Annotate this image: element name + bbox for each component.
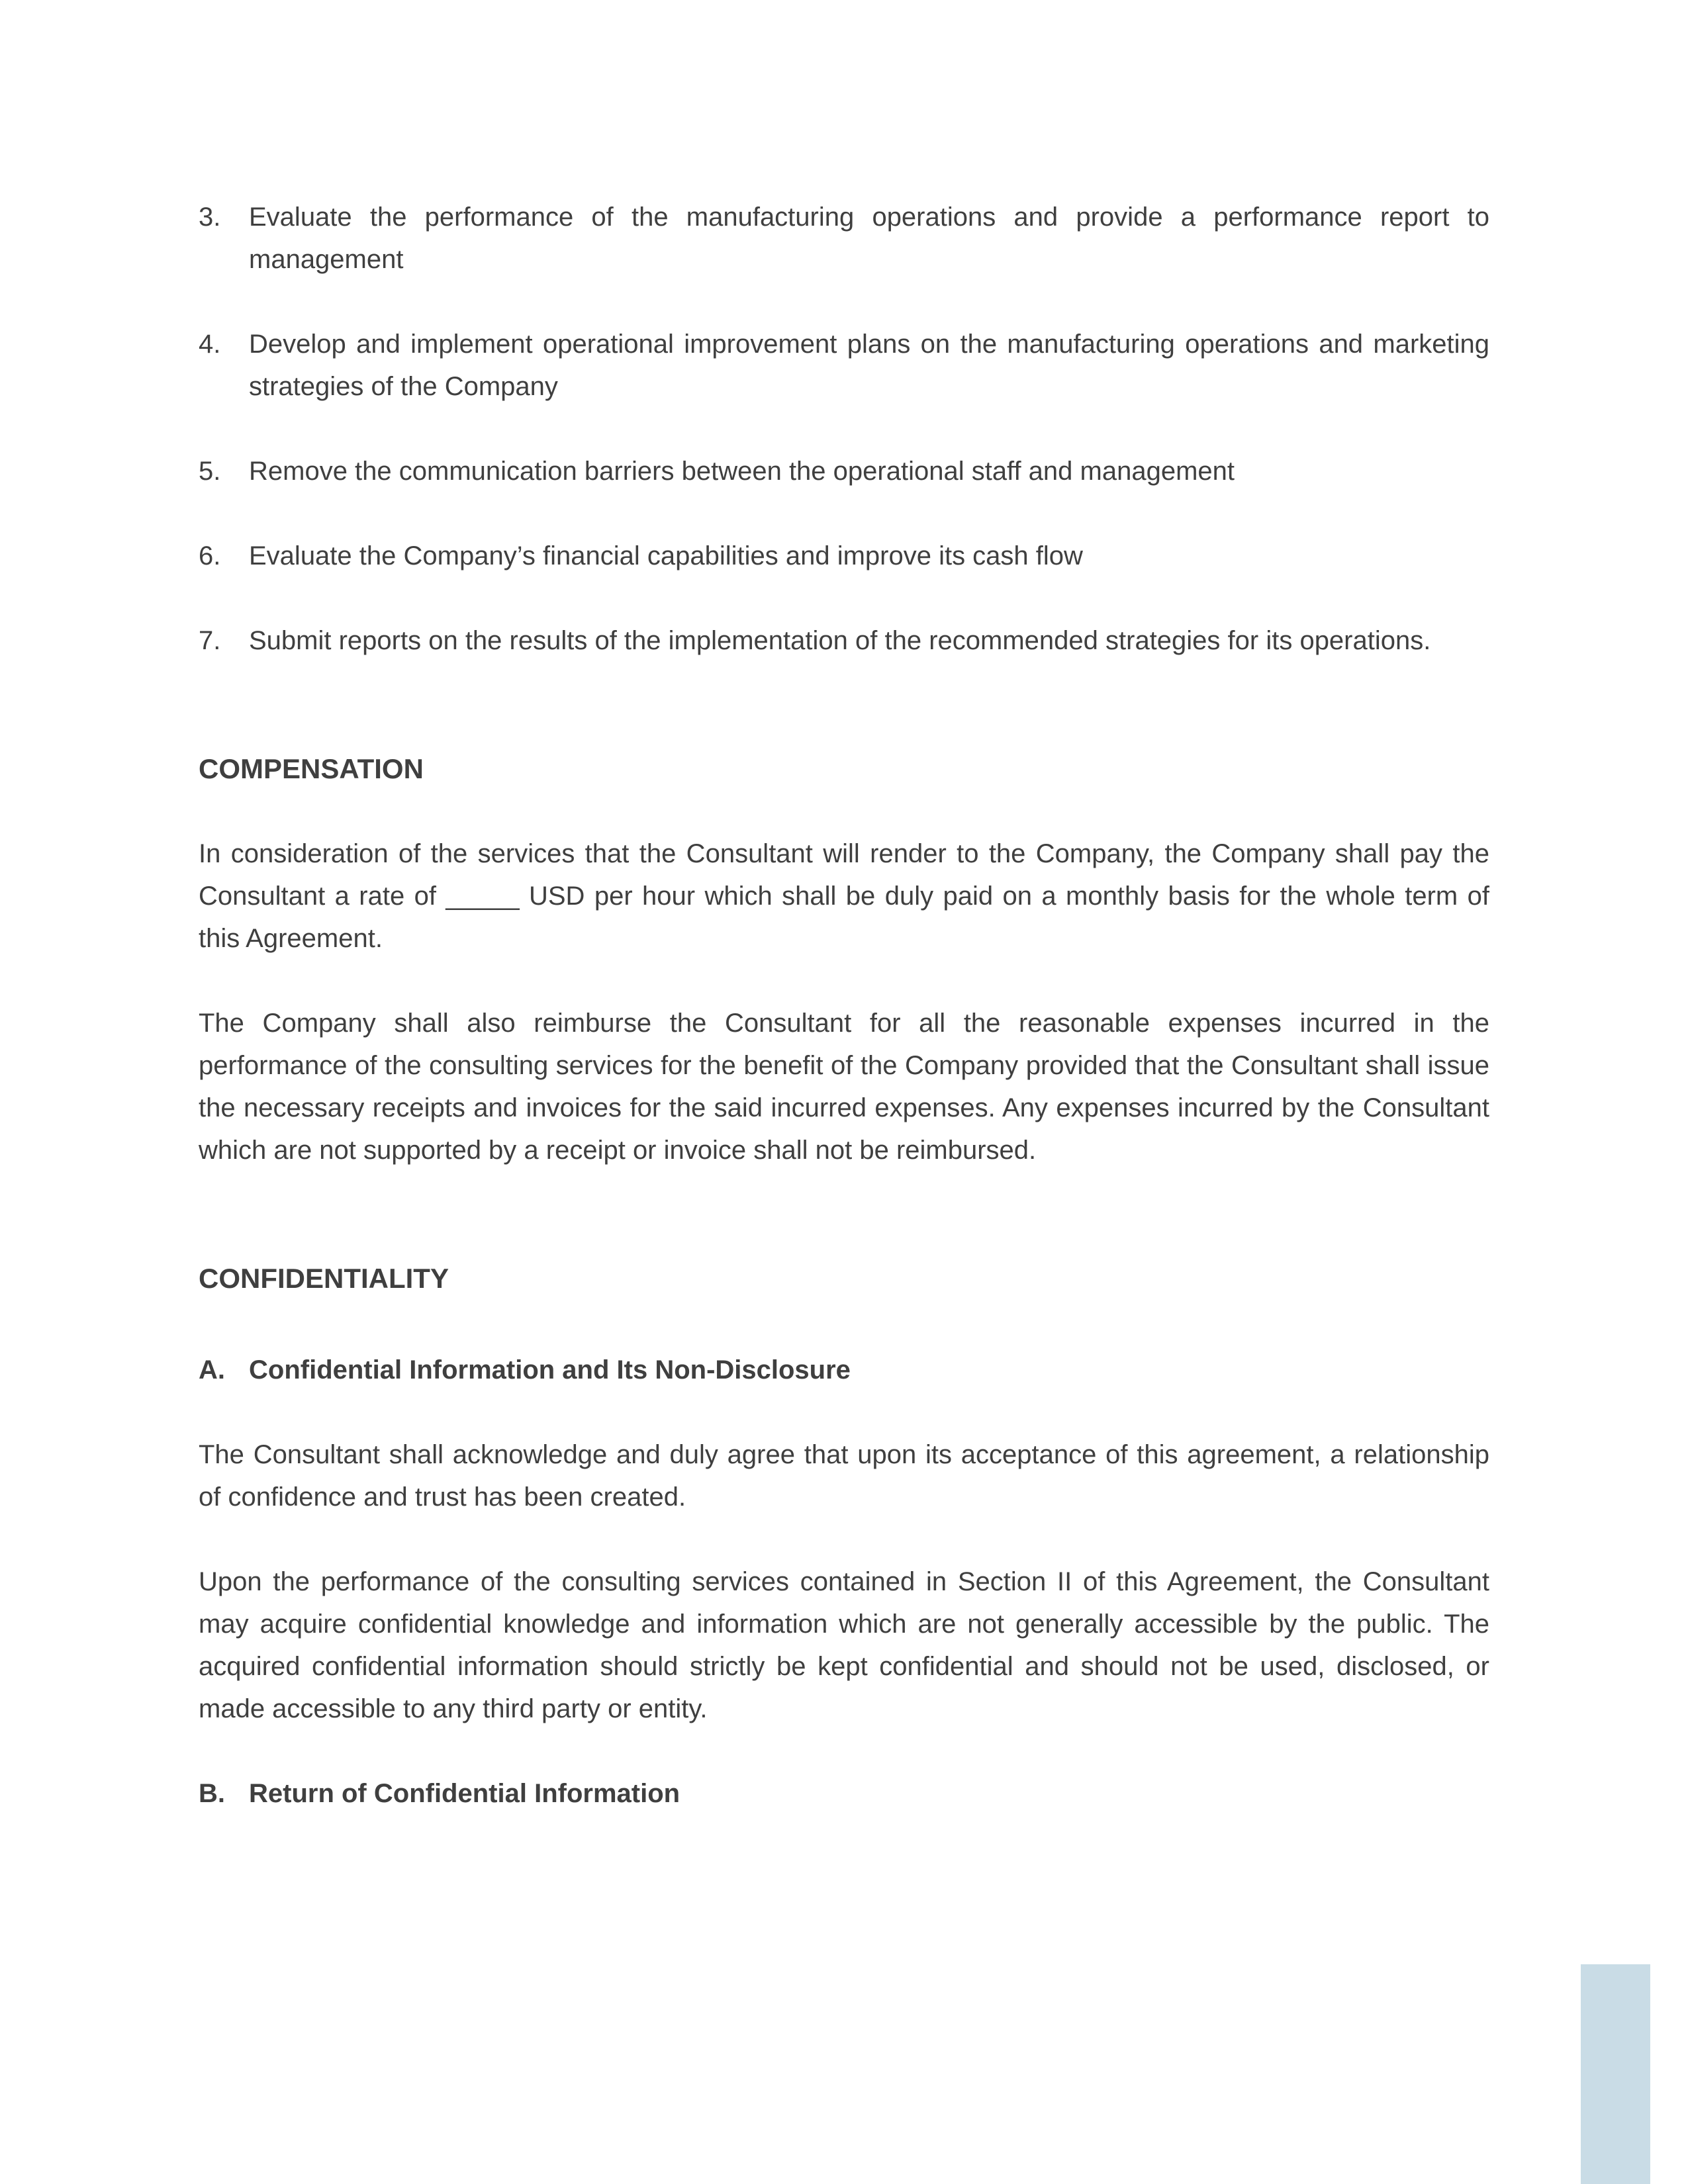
confidentiality-heading: CONFIDENTIALITY xyxy=(199,1263,449,1294)
list-item xyxy=(199,619,1489,662)
list-item-text: Submit reports on the results of the implementation of the recommended strategies for its operations. xyxy=(249,626,1431,655)
compensation-paragraph-reimbursement: The Company shall also reimburse the Consultant for all the reasonable expenses incurred in the performance of the consulting services for the benefit of the Company provided that the Consultant shall issue the necessary receipts and invoices for the said incurred expenses. Any expenses incurred by the Consultant which are not supported by a receipt or invoice shall not be reimbursed. xyxy=(199,1009,1489,1165)
compensation-heading: COMPENSATION xyxy=(199,753,424,784)
list-item-text: Remove the communication barriers between the operational staff and management xyxy=(249,457,1235,486)
list-item-text: Evaluate the performance of the manufacturing operations and provide a performance report to management xyxy=(249,203,1489,274)
subsection-b-title: Return of Confidential Information xyxy=(249,1779,680,1808)
subsection-a-title: Confidential Information and Its Non-Disclosure xyxy=(249,1355,851,1385)
document-page xyxy=(199,196,1489,1857)
list-item xyxy=(199,196,1489,281)
confidentiality-paragraph-nondisclosure: Upon the performance of the consulting services contained in Section II of this Agreement, the Consultant may acquire confidential knowledge and information which are not generally accessible by the public. The acquired confidential information should strictly be kept confidential and should not be used, disclosed, or made accessible to any third party or entity. xyxy=(199,1567,1489,1723)
services-list xyxy=(199,196,1489,662)
list-item-number: 5. xyxy=(199,457,221,486)
list-item xyxy=(199,450,1489,492)
list-item xyxy=(199,535,1489,577)
list-item-number: 6. xyxy=(199,541,221,570)
subsection-b-heading xyxy=(199,1772,1489,1815)
list-item-text: Develop and implement operational improvement plans on the manufacturing operations and marketing strategies of the Company xyxy=(249,330,1489,401)
list-item-number: 3. xyxy=(199,203,221,232)
list-item-text: Evaluate the Company’s financial capabilities and improve its cash flow xyxy=(249,541,1083,570)
subsection-a-heading xyxy=(199,1349,1489,1391)
list-item-number: 7. xyxy=(199,626,221,655)
confidentiality-paragraph-trust: The Consultant shall acknowledge and duly agree that upon its acceptance of this agreement, a relationship of confidence and trust has been created. xyxy=(199,1440,1489,1512)
list-item xyxy=(199,323,1489,408)
list-item-number: 4. xyxy=(199,330,221,359)
compensation-paragraph-rate: In consideration of the services that the Consultant will render to the Company, the Company shall pay the Consultant a rate of _____ USD per hour which shall be duly paid on a monthly basis for the whole term of this Agreement. xyxy=(199,839,1489,953)
subsection-a-letter: A. xyxy=(199,1355,225,1385)
decorative-corner-bar xyxy=(1581,1964,1650,2184)
subsection-b-letter: B. xyxy=(199,1779,225,1808)
